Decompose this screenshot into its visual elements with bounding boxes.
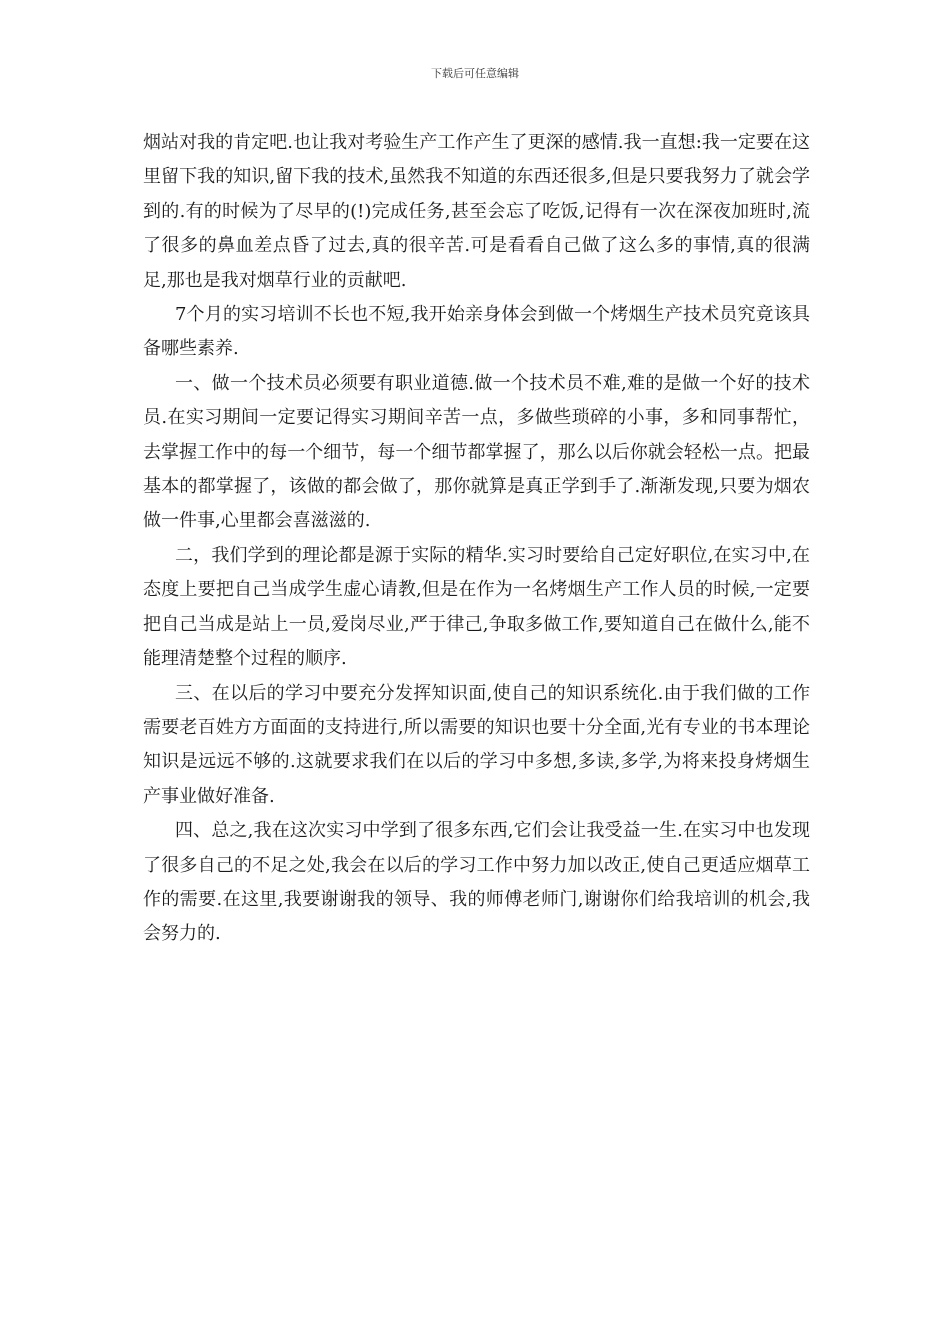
paragraph-intro: 7个月的实习培训不长也不短,我开始亲身体会到做一个烤烟生产技术员究竟该具备哪些素养. xyxy=(143,304,810,360)
paragraph-point-four: 四、总之,我在这次实习中学到了很多东西,它们会让我受益一生.在实习中也发现了很多自己的不足之处,我会在以后的学习工作中努力加以改正,使自己更适应烟草工作的需要.在这里,我要谢谢我的领导、我的师傅老师门,谢谢你们给我培训的机会,我会努力的. xyxy=(143,820,810,945)
paragraph-continuation: 烟站对我的肯定吧.也让我对考验生产工作产生了更深的感情.我一直想:我一定要在这里留下我的知识,留下我的技术,虽然我不知道的东西还很多,但是只要我努力了就会学到的.有的时候为了尽早的(!)完成任务,甚至会忘了吃饭,记得有一次在深夜加班时,流了很多的鼻血差点昏了过去,真的很辛苦.可是看看自己做了这么多的事情,真的很满足,那也是我对烟草行业的贡献吧. xyxy=(143,132,810,291)
paragraph-point-one: 一、做一个技术员必须要有职业道德.做一个技术员不难,难的是做一个好的技术员.在实习期间一定要记得实习期间辛苦一点，多做些琐碎的小事，多和同事帮忙，去掌握工作中的每一个细节，每一个细节都掌握了，那么以后你就会轻松一点。把最基本的都掌握了，该做的都会做了，那你就算是真正学到手了.渐渐发现,只要为烟农做一件事,心里都会喜滋滋的. xyxy=(143,372,810,532)
paragraph-point-three: 三、在以后的学习中要充分发挥知识面,使自己的知识系统化.由于我们做的工作需要老百姓方方面面的支持进行,所以需要的知识也要十分全面,光有专业的书本理论知识是远远不够的.这就要求我们在以后的学习中多想,多读,多学,为将来投身烤烟生产事业做好准备. xyxy=(143,682,810,807)
page-header: 下载后可任意编辑 xyxy=(431,67,519,80)
paragraph-point-two: 二，我们学到的理论都是源于实际的精华.实习时要给自己定好职位,在实习中,在态度上要把自己当成学生虚心请教,但是在作为一名烤烟生产工作人员的时候,一定要把自己当成是站上一员,爱岗尽业,严于律己,争取多做工作,要知道自己在做什么,能不能理清楚整个过程的顺序. xyxy=(143,544,810,670)
document-body xyxy=(143,126,810,952)
